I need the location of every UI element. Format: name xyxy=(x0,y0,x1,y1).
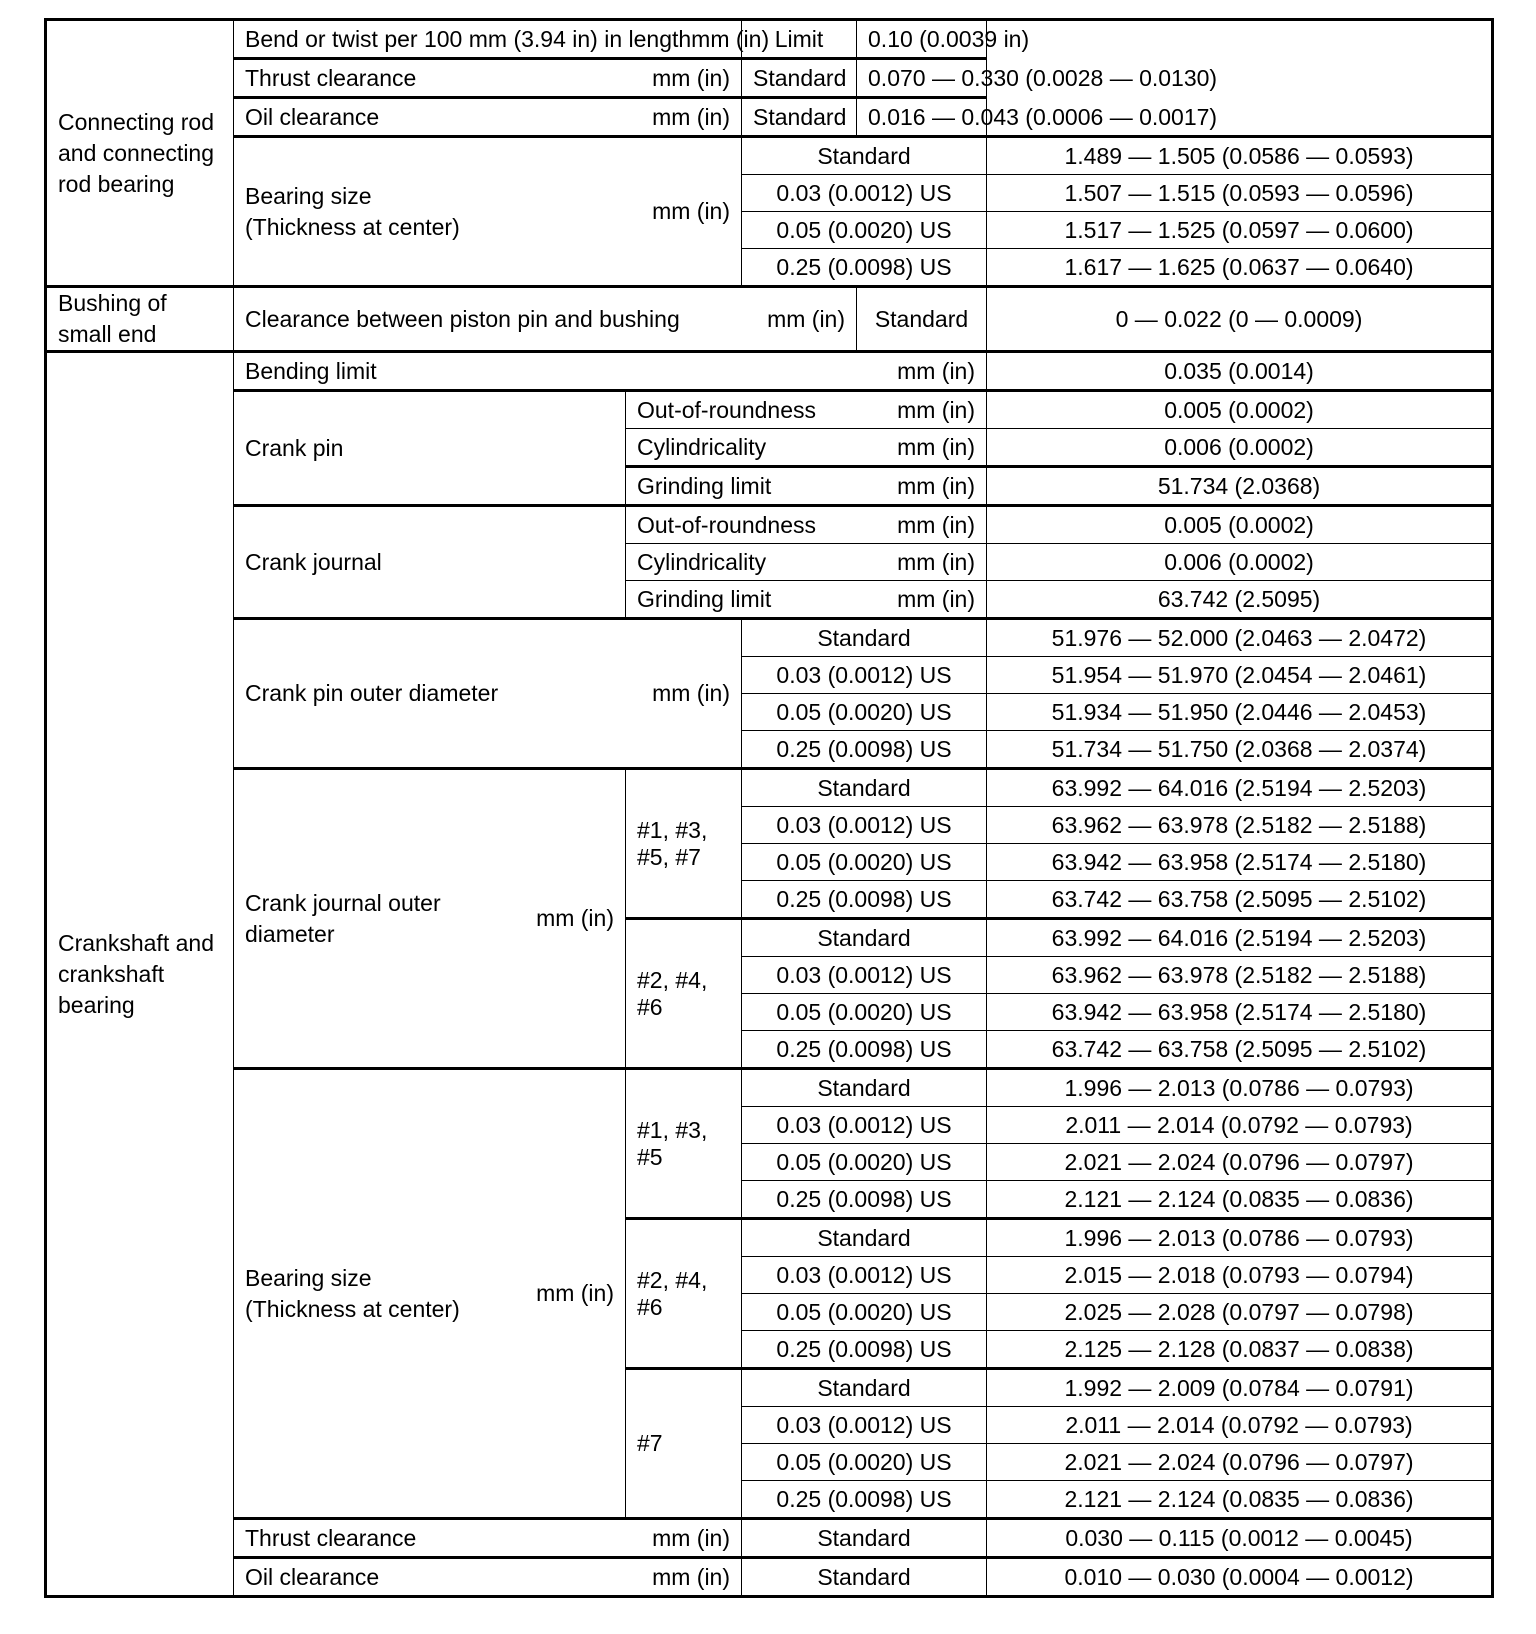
thrust-label xyxy=(234,59,742,98)
journal-numbers xyxy=(626,1219,742,1369)
spec-type: Standard xyxy=(857,287,987,352)
unit-label: mm (in) xyxy=(652,198,731,224)
spec-value: 1.996 — 2.013 (0.0786 — 0.0793) xyxy=(987,1069,1493,1107)
unit-label: mm (in) xyxy=(536,1280,614,1306)
spec-value: 51.734 (2.0368) xyxy=(987,467,1493,506)
spec-value: 51.976 — 52.000 (2.0463 — 2.0472) xyxy=(987,619,1493,657)
journal-numbers xyxy=(626,1069,742,1219)
bending-limit-label xyxy=(234,352,987,391)
spec-type: Standard xyxy=(742,98,857,137)
undersize: Standard xyxy=(742,619,987,657)
group-connecting-rod: Connecting rod and connecting rod bearing xyxy=(46,20,234,287)
group-bushing: Bushing of small end xyxy=(46,287,234,352)
journal-numbers-line1: #1, #3, xyxy=(637,816,708,843)
undersize: 0.05 (0.0020) US xyxy=(742,694,987,731)
table-row xyxy=(46,98,1493,137)
spec-value: 63.992 — 64.016 (2.5194 — 2.5203) xyxy=(987,919,1493,957)
undersize: Standard xyxy=(742,919,987,957)
spec-value: 51.734 — 51.750 (2.0368 — 2.0374) xyxy=(987,731,1493,769)
unit-label: mm (in) xyxy=(897,511,976,538)
undersize: 0.25 (0.0098) US xyxy=(742,249,987,287)
crank-pin-od-label xyxy=(234,619,742,769)
undersize: 0.05 (0.0020) US xyxy=(742,1144,987,1181)
spec-value: 51.934 — 51.950 (2.0446 — 2.0453) xyxy=(987,694,1493,731)
journal-numbers-line2: #6 xyxy=(637,1293,663,1320)
spec-value: 1.992 — 2.009 (0.0784 — 0.0791) xyxy=(987,1369,1493,1407)
item-label: Crank pin outer diameter xyxy=(245,680,499,706)
item-label: Cylindricality xyxy=(637,433,767,460)
spec-value: 1.507 — 1.515 (0.0593 — 0.0596) xyxy=(987,175,1493,212)
undersize: 0.25 (0.0098) US xyxy=(742,731,987,769)
journal-numbers-line2: #6 xyxy=(637,993,663,1020)
unit-label: mm (in) xyxy=(767,305,846,332)
item-label: Thrust clearance xyxy=(245,1524,417,1551)
spec-value: 0.010 — 0.030 (0.0004 — 0.0012) xyxy=(987,1558,1493,1597)
unit-label: mm (in) xyxy=(897,433,976,460)
item-label: Oil clearance xyxy=(245,1563,380,1590)
table-row xyxy=(46,20,1493,59)
spec-value: 0 — 0.022 (0 — 0.0009) xyxy=(987,287,1493,352)
spec-value: 2.015 — 2.018 (0.0793 — 0.0794) xyxy=(987,1257,1493,1294)
unit-label: mm (in) xyxy=(652,680,731,706)
spec-value: 0.006 (0.0002) xyxy=(987,429,1493,467)
spec-value: 63.742 (2.5095) xyxy=(987,581,1493,619)
bearing-label xyxy=(234,1069,626,1519)
measurement-label xyxy=(626,467,987,506)
undersize: Standard xyxy=(742,1069,987,1107)
undersize: Standard xyxy=(742,769,987,807)
undersize: 0.25 (0.0098) US xyxy=(742,1331,987,1369)
undersize: 0.03 (0.0012) US xyxy=(742,957,987,994)
thrust-label xyxy=(234,1519,742,1558)
bushing-clearance-label xyxy=(234,287,857,352)
journal-numbers-line2: #5 xyxy=(637,1143,663,1170)
undersize: 0.05 (0.0020) US xyxy=(742,844,987,881)
item-label: Bending limit xyxy=(245,357,377,384)
unit-label: mm (in) xyxy=(652,103,731,130)
measurement-label xyxy=(626,391,987,429)
undersize: 0.25 (0.0098) US xyxy=(742,1481,987,1519)
unit-label: mm (in) xyxy=(897,472,976,499)
table-row xyxy=(46,1069,1493,1107)
table-row xyxy=(46,769,1493,807)
spec-value: 2.011 — 2.014 (0.0792 — 0.0793) xyxy=(987,1107,1493,1144)
spec-value: 1.996 — 2.013 (0.0786 — 0.0793) xyxy=(987,1219,1493,1257)
unit-label: mm (in) xyxy=(897,548,976,575)
label-line2: (Thickness at center) xyxy=(245,213,460,240)
undersize: 0.05 (0.0020) US xyxy=(742,212,987,249)
spec-value: 0.035 (0.0014) xyxy=(987,352,1493,391)
conrod-bearing-size-label xyxy=(234,137,742,287)
item-label: Cylindricality xyxy=(637,548,767,575)
journal-numbers-line2: #5, #7 xyxy=(637,843,701,870)
bend-label xyxy=(234,20,770,59)
undersize: 0.03 (0.0012) US xyxy=(742,1107,987,1144)
undersize: Standard xyxy=(742,1219,987,1257)
table-row xyxy=(46,1558,1493,1597)
label-line2: diameter xyxy=(245,920,335,947)
undersize: 0.25 (0.0098) US xyxy=(742,881,987,919)
undersize: 0.25 (0.0098) US xyxy=(742,1181,987,1219)
item-label: Grinding limit xyxy=(637,472,772,499)
undersize: 0.05 (0.0020) US xyxy=(742,1444,987,1481)
journal-numbers-line1: #2, #4, xyxy=(637,1266,708,1293)
spec-value: 2.121 — 2.124 (0.0835 — 0.0836) xyxy=(987,1481,1493,1519)
undersize: 0.03 (0.0012) US xyxy=(742,175,987,212)
crank-journal-label: Crank journal xyxy=(234,506,626,619)
item-label: Clearance between piston pin and bushing xyxy=(245,305,680,332)
journal-numbers xyxy=(626,769,742,919)
spec-value: 0.005 (0.0002) xyxy=(987,506,1493,544)
spec-value: 2.125 — 2.128 (0.0837 — 0.0838) xyxy=(987,1331,1493,1369)
unit-label: mm (in) xyxy=(897,357,976,384)
table-row xyxy=(46,506,1493,544)
spec-value: 2.025 — 2.028 (0.0797 — 0.0798) xyxy=(987,1294,1493,1331)
spec-value: 63.992 — 64.016 (2.5194 — 2.5203) xyxy=(987,769,1493,807)
unit-label: mm (in) xyxy=(897,585,976,612)
spec-value: 51.954 — 51.970 (2.0454 — 2.0461) xyxy=(987,657,1493,694)
item-label: Thrust clearance xyxy=(245,64,417,91)
spec-value: 1.617 — 1.625 (0.0637 — 0.0640) xyxy=(987,249,1493,287)
crank-pin-label: Crank pin xyxy=(234,391,626,506)
spec-value: 63.742 — 63.758 (2.5095 — 2.5102) xyxy=(987,1031,1493,1069)
label-line1: Bearing size xyxy=(245,182,372,209)
spec-value: 63.942 — 63.958 (2.5174 — 2.5180) xyxy=(987,844,1493,881)
unit-label: mm (in) xyxy=(652,1563,731,1590)
group-crankshaft: Crankshaft and crankshaft bearing xyxy=(46,352,234,1597)
label-line1: Crank journal outer xyxy=(245,889,441,916)
unit-label: mm (in) xyxy=(897,396,976,423)
undersize: Standard xyxy=(742,137,987,175)
unit-label: mm (in) xyxy=(652,1524,731,1551)
specification-table xyxy=(44,18,1494,1598)
table-row xyxy=(46,59,1493,98)
spec-type: Standard xyxy=(742,59,857,98)
table-row xyxy=(46,1519,1493,1558)
table-row xyxy=(46,391,1493,429)
item-label: Grinding limit xyxy=(637,585,772,612)
spec-value: 0.006 (0.0002) xyxy=(987,544,1493,581)
spec-value: 63.742 — 63.758 (2.5095 — 2.5102) xyxy=(987,881,1493,919)
oil-label xyxy=(234,1558,742,1597)
undersize: 0.03 (0.0012) US xyxy=(742,807,987,844)
table-row xyxy=(46,287,1493,352)
unit-label: mm (in) xyxy=(691,25,770,52)
spec-type: Standard xyxy=(742,1558,987,1597)
item-label: Bend or twist per 100 mm (3.94 in) in length xyxy=(245,25,692,52)
measurement-label xyxy=(626,581,987,619)
spec-value: 2.021 — 2.024 (0.0796 — 0.0797) xyxy=(987,1444,1493,1481)
spec-value: 0.005 (0.0002) xyxy=(987,391,1493,429)
item-label: Out-of-roundness xyxy=(637,396,816,423)
unit-label: mm (in) xyxy=(652,64,731,91)
spec-value: 2.021 — 2.024 (0.0796 — 0.0797) xyxy=(987,1144,1493,1181)
item-label: Out-of-roundness xyxy=(637,511,816,538)
measurement-label xyxy=(626,544,987,581)
spec-value: 0.10 (0.0039 in) xyxy=(857,20,987,59)
undersize: 0.03 (0.0012) US xyxy=(742,1407,987,1444)
spec-value: 0.070 — 0.330 (0.0028 — 0.0130) xyxy=(857,59,987,98)
table-row xyxy=(46,619,1493,657)
journal-numbers xyxy=(626,919,742,1069)
label-line2: (Thickness at center) xyxy=(245,1295,460,1322)
journal-numbers xyxy=(626,1369,742,1519)
spec-value: 1.489 — 1.505 (0.0586 — 0.0593) xyxy=(987,137,1493,175)
undersize: 0.05 (0.0020) US xyxy=(742,1294,987,1331)
table-row xyxy=(46,352,1493,391)
journal-numbers-line1: #2, #4, xyxy=(637,966,708,993)
undersize: Standard xyxy=(742,1369,987,1407)
undersize: 0.03 (0.0012) US xyxy=(742,657,987,694)
journal-numbers-line1: #7 xyxy=(637,1430,663,1456)
spec-value: 63.942 — 63.958 (2.5174 — 2.5180) xyxy=(987,994,1493,1031)
spec-type: Limit xyxy=(742,20,857,59)
journal-od-label xyxy=(234,769,626,1069)
label-line1: Bearing size xyxy=(245,1264,372,1291)
spec-value: 0.030 — 0.115 (0.0012 — 0.0045) xyxy=(987,1519,1493,1558)
spec-value: 0.016 — 0.043 (0.0006 — 0.0017) xyxy=(857,98,987,137)
spec-value: 2.011 — 2.014 (0.0792 — 0.0793) xyxy=(987,1407,1493,1444)
spec-value: 1.517 — 1.525 (0.0597 — 0.0600) xyxy=(987,212,1493,249)
undersize: 0.05 (0.0020) US xyxy=(742,994,987,1031)
measurement-label xyxy=(626,506,987,544)
spec-value: 63.962 — 63.978 (2.5182 — 2.5188) xyxy=(987,957,1493,994)
spec-type: Standard xyxy=(742,1519,987,1558)
spec-value: 2.121 — 2.124 (0.0835 — 0.0836) xyxy=(987,1181,1493,1219)
journal-numbers-line1: #1, #3, xyxy=(637,1116,708,1143)
spec-value: 63.962 — 63.978 (2.5182 — 2.5188) xyxy=(987,807,1493,844)
oil-label xyxy=(234,98,742,137)
measurement-label xyxy=(626,429,987,467)
table-row xyxy=(46,137,1493,175)
undersize: 0.03 (0.0012) US xyxy=(742,1257,987,1294)
undersize: 0.25 (0.0098) US xyxy=(742,1031,987,1069)
unit-label: mm (in) xyxy=(536,905,614,931)
item-label: Oil clearance xyxy=(245,103,380,130)
